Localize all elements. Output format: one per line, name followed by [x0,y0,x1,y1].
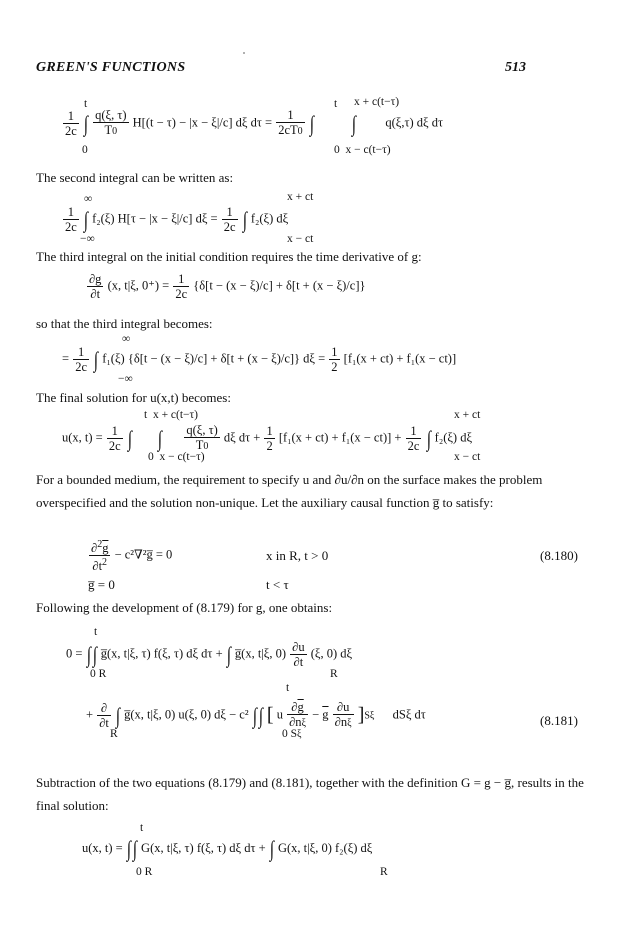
running-header: GREEN'S FUNCTIONS [36,60,186,75]
equation-3: $\frac{\partial g}{\partial t}$ (x, t|ξ, 0⁺) = $\frac{1}{2c}$ {δ[t − (x − ξ)/c] + δ[t + (x − ξ)/c]} [89,272,366,301]
equation-number-8-181: (8.181) [540,713,578,728]
equation-8: t 0 = ∫∫ g̅(x, t|ξ, τ) f(ξ, τ) dξ dτ + ∫ g̅(x, t|ξ, 0) $\frac{\partial u}{\partial t}$ (ξ, 0) dξ 0 R R [66,626,353,680]
condition-gbar-zero: t < τ [266,577,289,592]
equation-5: t x + c(t−τ) u(x, t) = $\frac{1}{2c}$ ∫ ∫ $\frac{q(\xi, \tau)}{T0}$ dξ dτ + $\frac{1}{2}$ [f₁(x + ct) + f₁(x − ct)] + $\frac{1}{2c}$ x + ct ∫ f₂(ξ) dξ 0 x − c(t−τ) x − ct [62,409,481,463]
equation-1: t $\frac{1}{2c}$ ∫ $\frac{q(\xi, \tau)}{T0}$ H[(t − τ) − |x − ξ|/c] dξ dτ = $\frac{1}{2cT0}$ ∫ t x + c(t−τ) ∫ q(ξ,τ) dξ dτ 0 0 x − c(t−τ) [65,96,443,156]
paragraph-6: Following the development of (8.179) for g, one obtains: [36,600,333,615]
equation-gbar-zero: g̅ = 0 [88,577,115,592]
equation-8-181: t + $\frac{\partial}{\partial t}$ ∫ g̅(x, t|ξ, 0) u(ξ, 0) dξ − c² ∫∫ [ u $\frac{\partial\overline{g}}{\partial n\xi}$ − $\overline{g}$ $\frac{\partial u}{\partial n\xi}$ ]Sξ dSξ dτ R 0 Sξ [86,682,426,740]
paragraph-2: The third integral on the initial condition requires the time derivative of g: [36,249,422,264]
equation-number-8-180: (8.180) [540,548,578,563]
equation-2: ∞ $\frac{1}{2c}$ ∫ f₂(ξ) H[τ − |x − ξ|/c] dξ = $\frac{1}{2c}$ x + ct ∫ f₂(ξ) dξ −∞ x − ct [65,191,314,245]
condition-8-180: x in R, t > 0 [266,548,329,563]
equation-final-solution: t u(x, t) = ∫∫ G(x, t|ξ, τ) f(ξ, τ) dξ dτ + ∫ G(x, t|ξ, 0) f₂(ξ) dξ 0 R R [82,822,388,878]
paragraph-3: so that the third integral becomes: [36,316,213,331]
paragraph-5: For a bounded medium, the requirement to specify u and ∂u/∂n on the surface makes the problem overspecified and the solution non-unique. Let the auxiliary causal function g̅ to satisfy: [36,472,543,510]
equation-8-180: $\frac{\partial^2\overline{g}}{\partial t^2}$ − c²∇²g̅ = 0 [91,539,173,574]
speck-mark [243,52,245,54]
paragraph-4: The final solution for u(x,t) becomes: [36,390,231,405]
paragraph-7: Subtraction of the two equations (8.179) and (8.181), together with the definition G = g − g̅, results in the final solution: [36,775,584,813]
paragraph-1: The second integral can be written as: [36,170,234,185]
equation-4: ∞ = $\frac{1}{2c}$ ∫ f₁(ξ) {δ[t − (x − ξ)/c] + δ[t + (x − ξ)/c]} dξ = $\frac{1}{2}$ [f₁(x + ct) + f₁(x − ct)] −∞ [62,333,457,385]
page-number: 513 [505,60,526,75]
